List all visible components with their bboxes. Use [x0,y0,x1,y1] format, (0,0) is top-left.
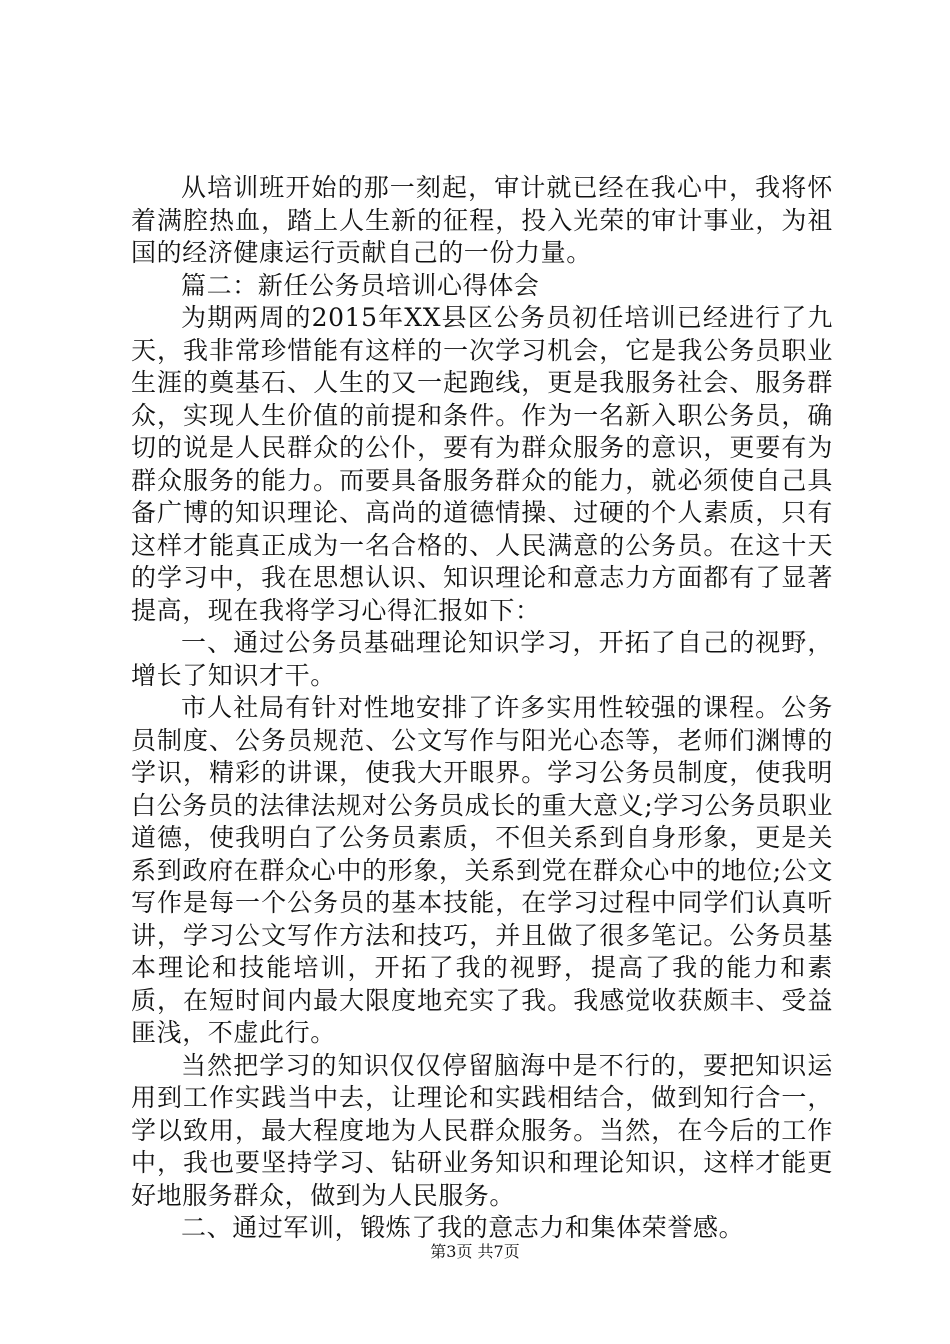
paragraph-intro: 为期两周的2015年XX县区公务员初任培训已经进行了九天，我非常珍惜能有这样的一次学习机会，它是我公务员职业生涯的奠基石、人生的又一起跑线，更是我服务社会、服务群众，实现人生价值的前提和条件。作为一名新入职公务员，确切的说是人民群众的公仆，要有为群众服务的意识，更要有为群众服务的能力。而要具备服务群众的能力，就必须使自己具备广博的知识理论、高尚的道德情操、过硬的个人素质，只有这样才能真正成为一名合格的、人民满意的公务员。在这十天的学习中，我在思想认识、知识理论和意志力方面都有了显著提高，现在我将学习心得汇报如下： [131,303,833,625]
document-body [131,172,833,1245]
paragraph-closing-previous: 从培训班开始的那一刻起，审计就已经在我心中，我将怀着满腔热血，踏上人生新的征程，投入光荣的审计事业，为祖国的经济健康运行贡献自己的一份力量。 [131,173,833,267]
subheading-theory-study: 一、通过公务员基础理论知识学习，开拓了自己的视野，增长了知识才干。 [131,628,833,690]
paragraph-practice: 当然把学习的知识仅仅停留脑海中是不行的，要把知识运用到工作实践当中去，让理论和实践相结合，做到知行合一，学以致用，最大程度地为人民群众服务。当然，在今后的工作中，我也要坚持学习、钻研业务知识和理论知识，这样才能更好地服务群众，做到为人民服务。 [131,1050,833,1210]
section-heading-part-two: 篇二：新任公务员培训心得体会 [181,270,540,300]
page-number-footer: 第3页 共7页 [430,1242,520,1261]
paragraph-courses: 市人社局有针对性地安排了许多实用性较强的课程。公务员制度、公务员规范、公文写作与阳光心态等，老师们渊博的学识，精彩的讲课，使我大开眼界。学习公务员制度，使我明白公务员的法律法规对公务员成长的重大意义;学习公务员职业道德，使我明白了公务员素质，不但关系到自身形象，更是关系到政府在群众心中的形象，关系到党在群众心中的地位;公文写作是每一个公务员的基本技能，在学习过程中同学们认真听讲，学习公文写作方法和技巧，并且做了很多笔记。公务员基本理论和技能培训，开拓了我的视野，提高了我的能力和素质，在短时间内最大限度地充实了我。我感觉收获颇丰、受益匪浅，不虚此行。 [131,693,833,1047]
subheading-military-training: 二、通过军训，锻炼了我的意志力和集体荣誉感。 [181,1213,745,1242]
